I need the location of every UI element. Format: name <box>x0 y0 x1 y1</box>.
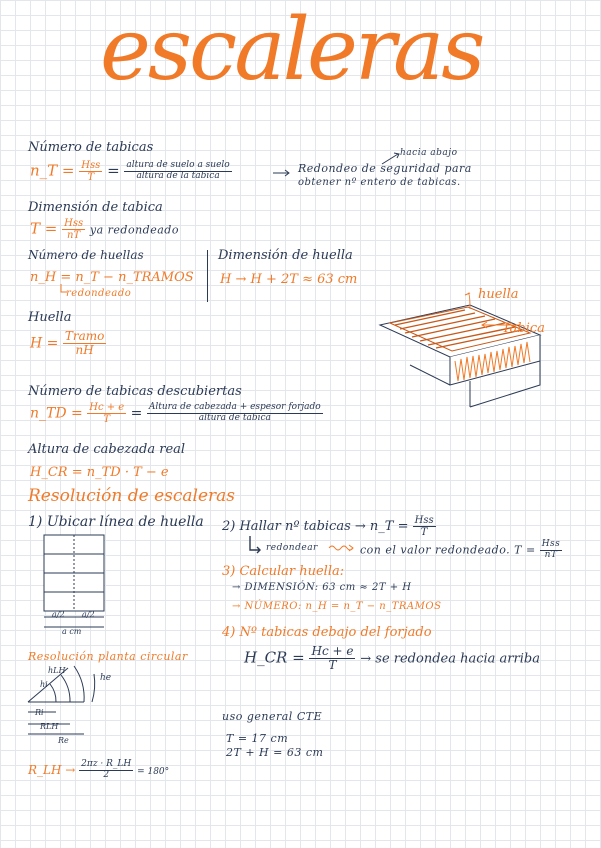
formula-nt-rnum: altura de suelo a suelo <box>126 160 230 171</box>
general-line-1: T = 17 cm <box>226 732 289 745</box>
heading-altura-cabezada: Altura de cabezada real <box>28 442 186 457</box>
step-2-den: T <box>420 527 428 538</box>
note-redondeo-2: obtener nº entero de tabicas. <box>298 177 461 188</box>
formula-step4-lhs: H_CR = <box>244 648 305 667</box>
corner-arrow-icon-2 <box>248 536 262 554</box>
formula-rlh <box>28 760 169 781</box>
heading-resolucion: Resolución de escaleras <box>28 486 236 506</box>
formula-step4-num: Hc + e <box>311 644 354 658</box>
formula-t-den: nT <box>67 230 81 241</box>
formula-t-note: ya redondeado <box>89 223 179 237</box>
label-huella-3d: huella <box>478 287 519 302</box>
formula-t-lhs: T = <box>30 219 58 238</box>
formula-nt-eq: = <box>107 161 120 180</box>
formula-nh: n_H = n_T − n_TRAMOS <box>30 270 194 285</box>
step-2-text: 2) Hallar nº tabicas → n_T = <box>222 519 409 534</box>
dim-half-left: a/2 <box>52 610 65 619</box>
step-4: 4) Nº tabicas debajo del forjado <box>222 625 432 640</box>
wave-arrow-icon <box>328 543 356 553</box>
formula-t-num: Hss <box>64 218 84 229</box>
formula-ntd-lhs: n_TD = <box>30 405 83 422</box>
formula-hcr: H_CR = n_TD · T − e <box>30 465 169 480</box>
formula-nt-num: Hss <box>81 160 101 171</box>
heading-dimension-tabica: Dimensión de tabica <box>28 200 163 215</box>
heading-tabicas-descubiertas: Número de tabicas descubiertas <box>28 384 242 399</box>
step-3d-illustration <box>370 285 550 410</box>
step-2-valor-den: nT <box>544 549 558 560</box>
formula-ntd-rnum: Altura de cabezada + espesor forjado <box>148 402 321 413</box>
circ-label-hlh: hLH <box>48 666 66 675</box>
formula-nt <box>30 160 232 183</box>
formula-t <box>30 218 179 241</box>
formula-ntd <box>30 402 323 425</box>
heading-huella: Huella <box>28 310 72 325</box>
heading-dimension-huella: Dimensión de huella <box>218 248 353 263</box>
formula-huella-den: nH <box>75 343 94 358</box>
circ-label-he: he <box>100 673 112 683</box>
formula-huella-num: Tramo <box>64 329 105 343</box>
general-line-2: 2T + H = 63 cm <box>226 746 324 759</box>
step-3-numero: → NÚMERO: n_H = n_T − n_TRAMOS <box>232 601 442 612</box>
step-2-valor-text: con el valor redondeado. T = <box>360 543 536 557</box>
plan-huella-drawing <box>44 535 114 635</box>
step-2-valor-num: Hss <box>541 539 561 549</box>
circ-label-ri: Ri <box>35 708 44 717</box>
formula-step4 <box>244 645 540 672</box>
page-title: escaleras <box>100 0 483 100</box>
heading-uso-general: uso general CTE <box>222 710 323 723</box>
step-3-dimension: → DIMENSIÓN: 63 cm ≈ 2T + H <box>232 582 412 593</box>
formula-step4-note: → se redondea hacia arriba <box>360 651 540 667</box>
formula-h: H → H + 2T ≈ 63 cm <box>220 272 358 287</box>
heading-numero-huellas: Número de huellas <box>28 248 144 262</box>
vertical-divider <box>207 250 208 302</box>
step-3: 3) Calcular huella: <box>222 564 345 579</box>
step-2-redondear: redondear <box>266 543 318 553</box>
formula-nt-den: T <box>87 172 95 183</box>
formula-step4-den: T <box>328 658 337 673</box>
formula-rlh-den: 2 <box>103 769 110 780</box>
label-tabica-3d: Tabica <box>502 321 545 336</box>
formula-huella <box>30 330 106 357</box>
circ-label-hi: hi <box>40 680 48 689</box>
arrow-icon-redondeo <box>272 168 292 178</box>
note-redondeo-1: Redondeo de seguridad para <box>298 162 472 175</box>
circ-label-rlh: RLH <box>40 722 59 731</box>
formula-ntd-rden: altura de tabica <box>198 413 271 423</box>
step-2-valor <box>360 540 562 561</box>
step-2-num: Hss <box>414 515 434 526</box>
formula-nt-rden: altura de la tabica <box>136 171 220 181</box>
step-2 <box>222 515 436 538</box>
formula-rlh-rhs: = 180° <box>137 766 170 777</box>
formula-rlh-num: 2πz · R_LH <box>81 759 132 769</box>
dim-total: a cm <box>62 627 82 636</box>
heading-planta-circular: Resolución planta circular <box>28 650 188 663</box>
formula-ntd-eq: = <box>130 405 143 422</box>
corner-arrow-icon <box>60 284 68 296</box>
formula-ntd-den: T <box>103 414 111 425</box>
heading-numero-tabicas: Número de tabicas <box>28 140 154 155</box>
formula-nt-lhs: n_T = <box>30 161 75 180</box>
formula-ntd-num: Hc + e <box>89 402 125 413</box>
note-hacia-abajo: hacia abajo <box>400 148 458 158</box>
dim-half-right: a/2 <box>82 610 95 619</box>
formula-rlh-lhs: R_LH → <box>28 762 76 777</box>
step-1: 1) Ubicar línea de huella <box>28 514 204 530</box>
circ-label-re: Re <box>58 736 69 745</box>
formula-nh-sub: redondeado <box>66 288 132 299</box>
formula-huella-lhs: H = <box>30 335 59 352</box>
